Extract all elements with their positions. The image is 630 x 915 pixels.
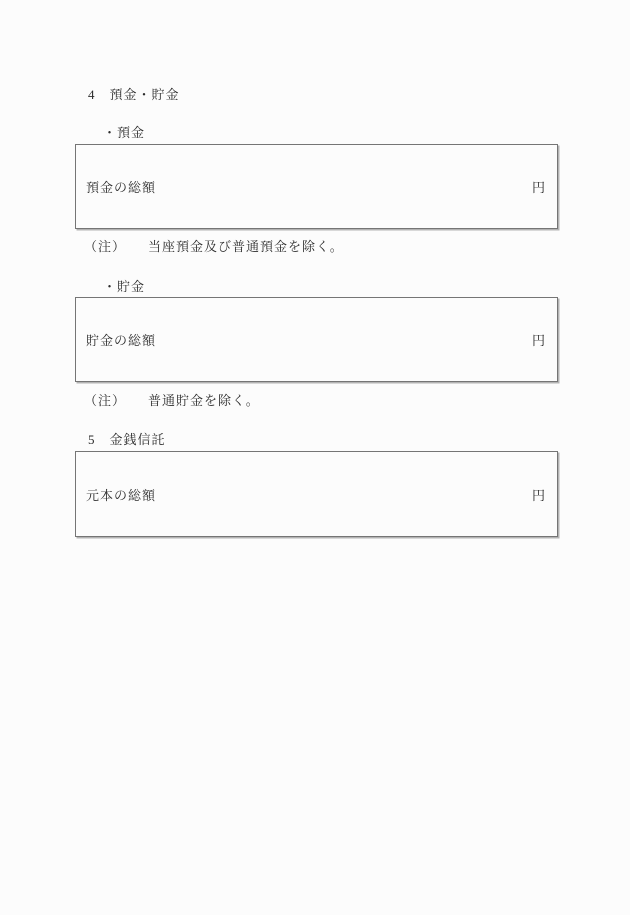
savings-total-label: 貯金の総額	[86, 333, 157, 348]
savings-note-prefix: （注）	[84, 393, 127, 408]
savings-note-text: 普通貯金を除く。	[148, 393, 260, 408]
deposit-note	[84, 236, 344, 255]
savings-yen-unit: 円	[531, 333, 546, 348]
section-4-heading: 4 預金・貯金	[88, 87, 180, 102]
trust-yen-unit: 円	[531, 487, 546, 503]
trust-principal-label: 元本の総額	[86, 487, 157, 503]
savings-bullet-label: ・貯金	[103, 279, 146, 294]
deposit-note-prefix: （注）	[84, 239, 127, 254]
trust-principal-amount-box[interactable]	[75, 451, 558, 537]
section-5-heading: 5 金銭信託	[88, 432, 166, 447]
deposit-yen-unit: 円	[531, 180, 546, 195]
savings-total-amount-box[interactable]	[75, 297, 558, 382]
deposit-total-amount-box[interactable]	[75, 144, 558, 229]
deposit-note-text: 当座預金及び普通預金を除く。	[148, 239, 344, 254]
deposit-bullet-label: ・預金	[103, 125, 146, 140]
savings-note	[84, 390, 260, 409]
deposit-total-label: 預金の総額	[86, 180, 157, 195]
